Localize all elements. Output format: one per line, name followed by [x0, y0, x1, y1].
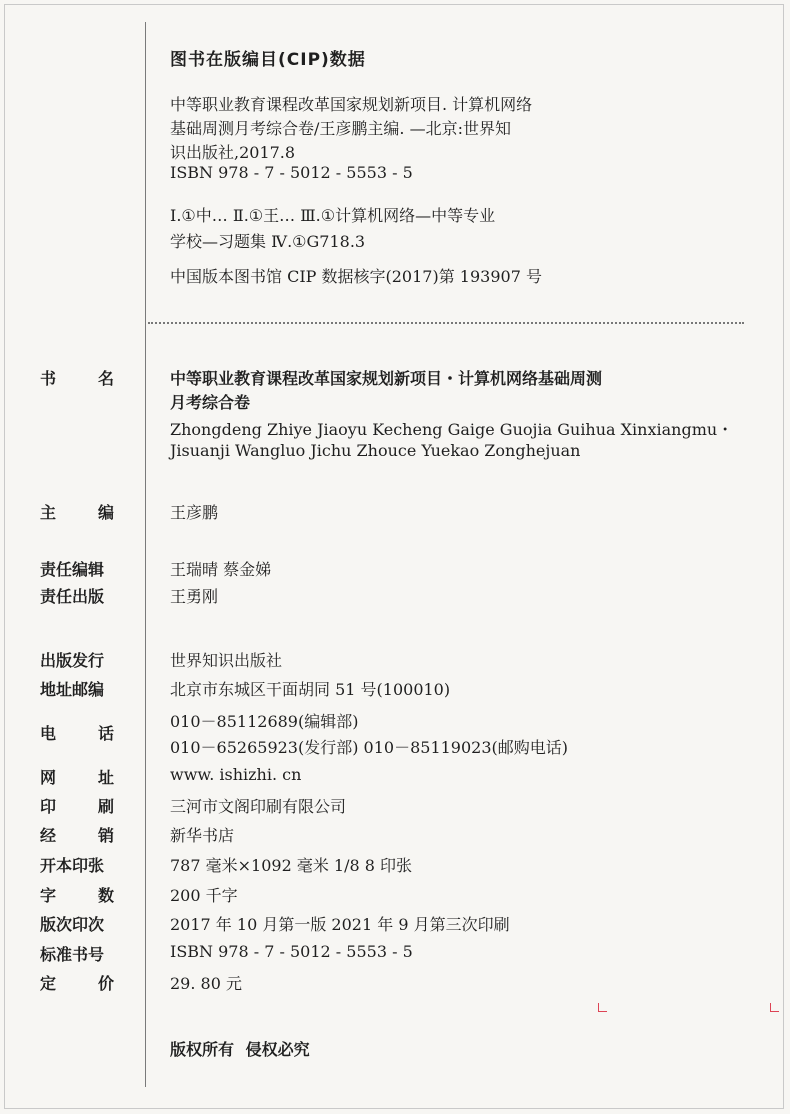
title-pinyin-line-1: Zhongdeng Zhiye Jiaoyu Kecheng Gaige Guojia Guihua Xinxiangmu・ — [170, 420, 734, 439]
crop-mark — [598, 1003, 607, 1012]
title-zh-line-1: 中等职业教育课程改革国家规划新项目・计算机网络基础周测 — [170, 369, 603, 388]
words-label: 字 数 — [40, 886, 114, 905]
edition-value: 2017 年 10 月第一版 2021 年 9 月第三次印刷 — [170, 915, 510, 934]
crop-mark — [770, 1003, 779, 1012]
cip-line: ISBN 978 - 7 - 5012 - 5553 - 5 — [170, 163, 413, 182]
phone-line-2: 010－65265923(发行部) 010－85119023(邮购电话) — [170, 738, 569, 757]
publisher-value: 世界知识出版社 — [170, 651, 283, 670]
cip-line: 中国版本图书馆 CIP 数据核字(2017)第 193907 号 — [170, 267, 542, 286]
distributor-label: 经 销 — [40, 826, 114, 845]
isbn-value: ISBN 978 - 7 - 5012 - 5553 - 5 — [170, 942, 413, 961]
distributor-value: 新华书店 — [170, 826, 235, 845]
resp-editor-value: 王瑞晴 蔡金娣 — [170, 560, 272, 579]
edition-label: 版次印次 — [40, 915, 105, 934]
cip-line: 中等职业教育课程改革国家规划新项目. 计算机网络 — [170, 95, 533, 114]
editor-label: 主 编 — [40, 503, 114, 522]
website-value: www. ishizhi. cn — [170, 765, 302, 784]
website-label: 网 址 — [40, 768, 114, 787]
cip-line: 识出版社,2017.8 — [170, 143, 296, 162]
resp-editor-label: 责任编辑 — [40, 560, 105, 579]
phone-label: 电 话 — [40, 724, 114, 743]
resp-publish-label: 责任出版 — [40, 587, 105, 606]
price-label: 定 价 — [40, 974, 114, 993]
copyright-notice: 版权所有 侵权必究 — [170, 1040, 310, 1059]
title-pinyin-line-2: Jisuanji Wangluo Jichu Zhouce Yuekao Zonghejuan — [170, 441, 581, 460]
phone-line-1: 010－85112689(编辑部) — [170, 712, 359, 731]
cip-line: Ⅰ.①中… Ⅱ.①王… Ⅲ.①计算机网络—中等专业 — [170, 206, 496, 225]
title-zh-line-2: 月考综合卷 — [170, 393, 251, 412]
printer-value: 三河市文阁印刷有限公司 — [170, 797, 347, 816]
publisher-label: 出版发行 — [40, 651, 105, 670]
resp-publish-value: 王勇刚 — [170, 587, 219, 606]
format-label: 开本印张 — [40, 856, 105, 875]
editor-value: 王彦鹏 — [170, 503, 219, 522]
cip-header: 图书在版编目(CIP)数据 — [170, 50, 366, 70]
dotted-divider — [148, 322, 744, 324]
title-label: 书 名 — [40, 369, 114, 388]
format-value: 787 毫米×1092 毫米 1/8 8 印张 — [170, 856, 413, 875]
price-value: 29. 80 元 — [170, 974, 242, 993]
printer-label: 印 刷 — [40, 797, 114, 816]
address-label: 地址邮编 — [40, 680, 105, 699]
cip-line: 学校—习题集 Ⅳ.①G718.3 — [170, 232, 366, 251]
address-value: 北京市东城区干面胡同 51 号(100010) — [170, 680, 451, 699]
vertical-rule — [145, 22, 146, 1087]
cip-line: 基础周测月考综合卷/王彦鹏主编. —北京:世界知 — [170, 119, 511, 138]
isbn-label: 标准书号 — [40, 945, 105, 964]
words-value: 200 千字 — [170, 886, 238, 905]
